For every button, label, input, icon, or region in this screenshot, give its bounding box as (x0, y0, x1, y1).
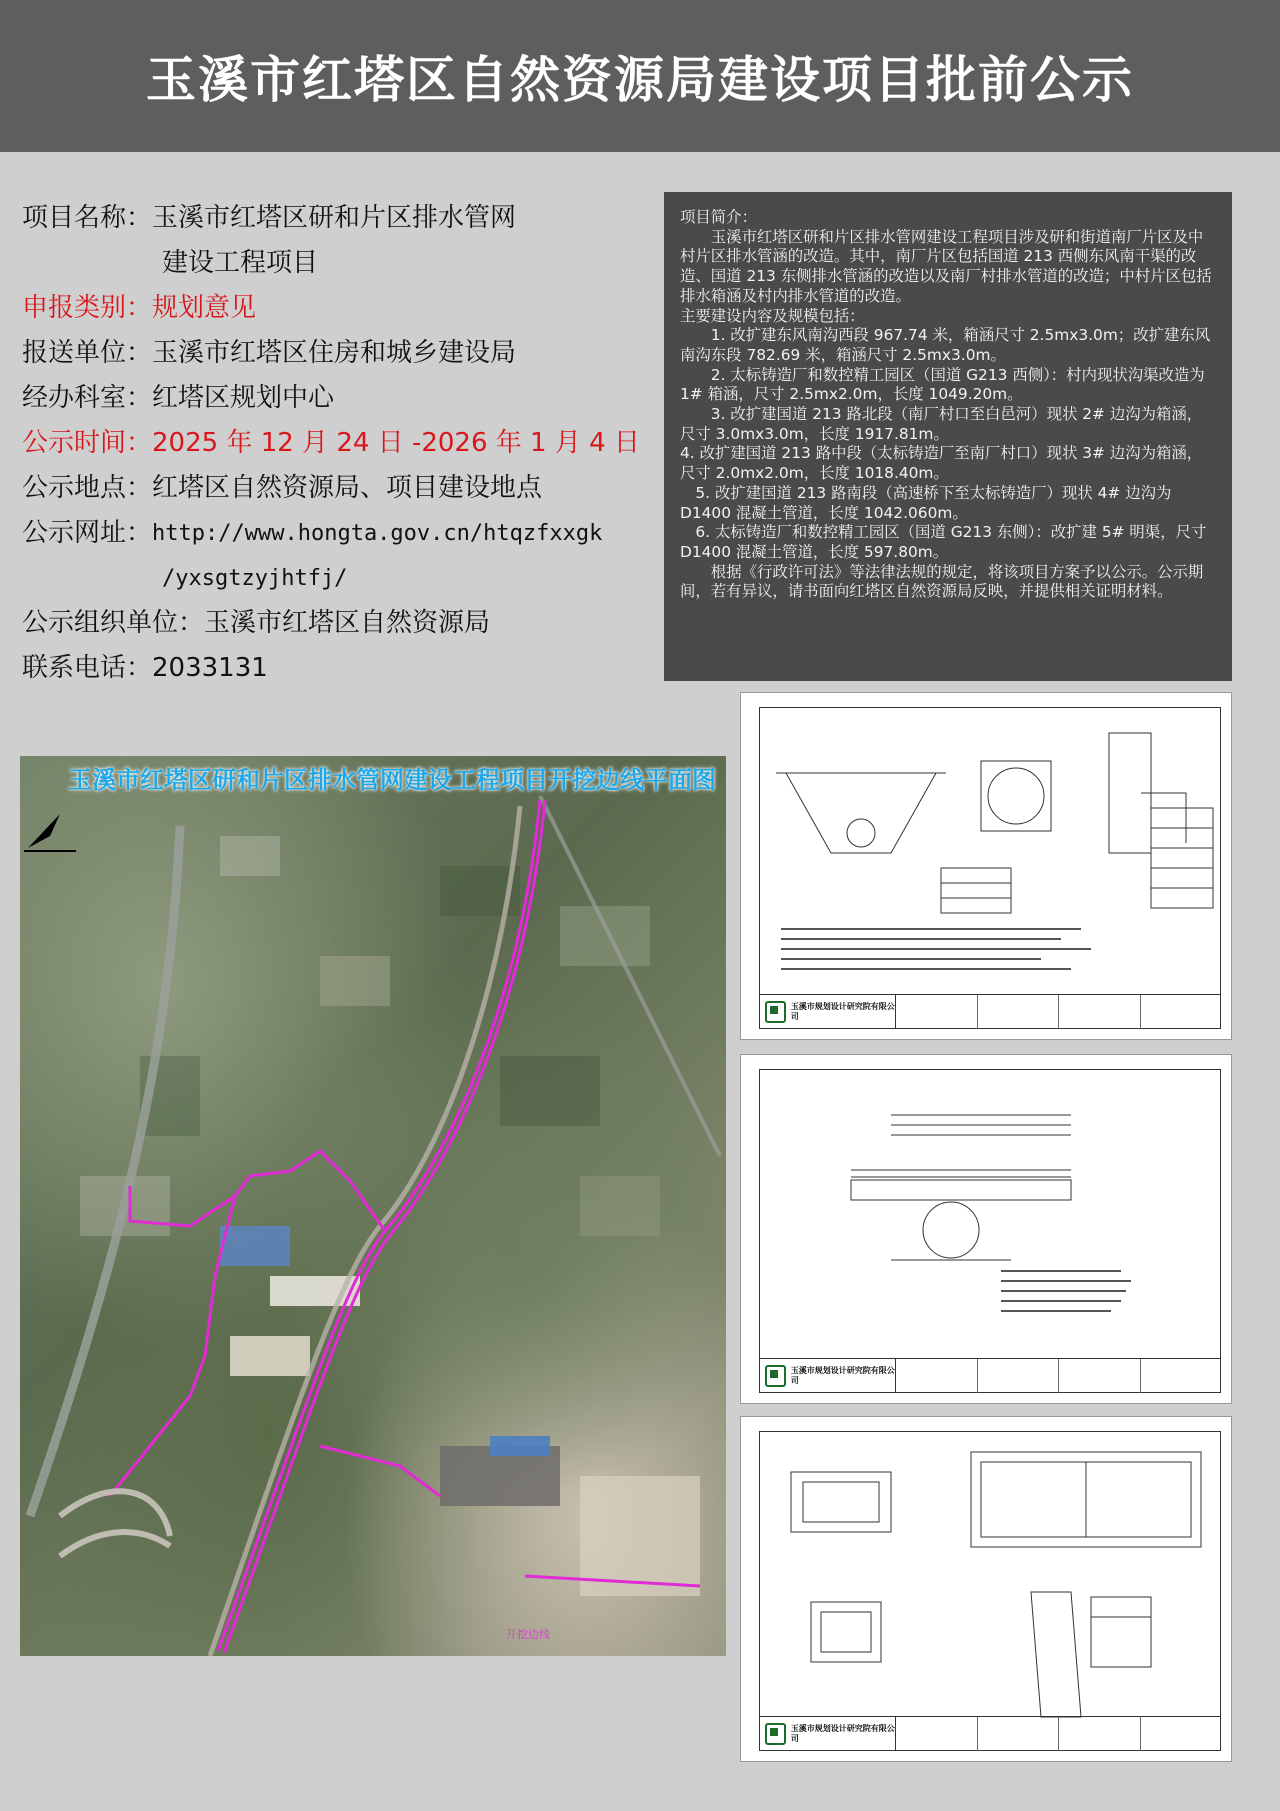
map-legend: 开挖边线 (506, 1628, 550, 1641)
pipe-trench-drawing (741, 693, 1233, 1041)
summary-item: 4. 改扩建国道 213 路中段（太标铸造厂至南厂村口）现状 3# 边沟为箱涵，尺寸 2.0mx2.0m，长度 1018.40m。 (680, 444, 1203, 483)
project-name-row (22, 196, 662, 241)
page-header (0, 0, 1280, 152)
summary-item: 5. 改扩建国道 213 路南段（高速桥下至太标铸造厂）现状 4# 边沟为 D1400 混凝土管道，长度 1042.060m。 (680, 483, 1172, 522)
company-logo-icon (765, 1723, 786, 1745)
interchange (60, 1491, 170, 1556)
summary-item: 2. 太标铸造厂和数控精工园区（国道 G213 西侧）：村内现状沟渠改造为 1# 箱涵，尺寸 2.5mx2.0m，长度 1049.20m。 (680, 365, 1205, 404)
drawing-sheet-3 (740, 1416, 1232, 1762)
project-info (22, 196, 662, 691)
north-arrow-icon (24, 814, 76, 851)
company-logo-icon (765, 1365, 786, 1387)
company-logo (759, 1359, 896, 1393)
url-link-2[interactable]: /yxsgtzyjhtfj/ (162, 566, 348, 591)
company-name: 玉溪市规划设计研究院有限公司 (790, 1724, 895, 1743)
project-name-label: 项目名称： (22, 203, 153, 233)
url-row (22, 511, 662, 556)
org-row (22, 601, 662, 646)
summary-heading: 项目简介： (680, 208, 757, 226)
company-name: 玉溪市规划设计研究院有限公司 (790, 1366, 895, 1385)
drawing-sheet-1 (740, 692, 1232, 1040)
sheet-title-block (759, 1358, 1221, 1393)
map-overlay (20, 756, 726, 1656)
company-logo-icon (765, 1001, 786, 1023)
sheet-title-block (759, 994, 1221, 1029)
pipe-foundation-drawing (741, 1055, 1233, 1405)
office-row (22, 376, 662, 421)
project-name-row-2 (22, 241, 662, 286)
place-value: 红塔区自然资源局、项目建设地点 (152, 473, 543, 503)
url-label: 公示网址： (22, 518, 153, 548)
place-row (22, 466, 662, 511)
office-value: 红塔区规划中心 (152, 383, 335, 413)
category-row (22, 286, 662, 331)
summary-intro: 玉溪市红塔区研和片区排水管网建设工程项目涉及研和街道南厂片区及中村片区排水管涵的改造。其中，南厂片区包括国道 213 西侧东风南干渠的改造、国道 213 东侧排水管涵的改造以及南厂村排水管道的改造；中村片区包括排水箱涵及村内排水管道的改造。 (680, 227, 1212, 305)
phone-value: 2033131 (152, 653, 268, 683)
summary-item: 1. 改扩建东风南沟西段 967.74 米，箱涵尺寸 2.5mx3.0m；改扩建东风南沟东段 782.69 米，箱涵尺寸 2.5mx3.0m。 (680, 326, 1211, 364)
box-culvert-drawing (741, 1417, 1233, 1763)
place-label: 公示地点： (22, 473, 153, 503)
phone-row (22, 646, 662, 691)
summary-closing: 根据《行政许可法》等法律法规的规定，将该项目方案予以公示。公示期间，若有异议，请书面向红塔区自然资源局反映，并提供相关证明材料。 (680, 562, 1204, 601)
company-logo (759, 995, 896, 1029)
category-value: 规划意见 (152, 293, 257, 323)
url-row-2 (22, 556, 662, 601)
field-patches (80, 836, 660, 1236)
time-label: 公示时间： (22, 428, 153, 458)
summary-item: 6. 太标铸造厂和数控精工园区（国道 G213 东侧）：改扩建 5# 明渠，尺寸 D1400 混凝土管道，长度 597.80m。 (680, 523, 1207, 561)
unit-label: 报送单位： (22, 338, 153, 368)
office-label: 经办科室： (22, 383, 153, 413)
unit-value: 玉溪市红塔区住房和城乡建设局 (152, 338, 517, 368)
company-name: 玉溪市规划设计研究院有限公司 (790, 1002, 895, 1021)
factory-blocks (220, 1226, 700, 1596)
drawing-sheet-2 (740, 1054, 1232, 1404)
project-name-value: 玉溪市红塔区研和片区排水管网 (152, 203, 517, 233)
time-value: 2025 年 12 月 24 日 -2026 年 1 月 4 日 (152, 428, 640, 458)
company-logo (759, 1717, 896, 1751)
summary-scope-heading: 主要建设内容及规模包括： (680, 306, 865, 325)
org-value: 玉溪市红塔区自然资源局 (204, 608, 491, 638)
phone-label: 联系电话： (22, 653, 153, 683)
category-label: 申报类别： (22, 293, 153, 323)
page-title: 玉溪市红塔区自然资源局建设项目批前公示 (146, 51, 1134, 109)
site-plan-map (20, 756, 726, 1656)
project-summary (664, 192, 1232, 681)
time-row (22, 421, 662, 466)
unit-row (22, 331, 662, 376)
project-name-value-2: 建设工程项目 (162, 248, 319, 278)
expressway (30, 826, 180, 1516)
summary-item: 3. 改扩建国道 213 路北段（南厂村口至白邑河）现状 2# 边沟为箱涵，尺寸 3.0mx3.0m，长度 1917.81m。 (680, 405, 1203, 443)
map-title: 玉溪市红塔区研和片区排水管网建设工程项目开挖边线平面图 (68, 766, 716, 794)
org-label: 公示组织单位： (22, 608, 205, 638)
url-link[interactable]: http://www.hongta.gov.cn/htqzfxxgk (152, 521, 603, 546)
sheet-title-block (759, 1716, 1221, 1751)
